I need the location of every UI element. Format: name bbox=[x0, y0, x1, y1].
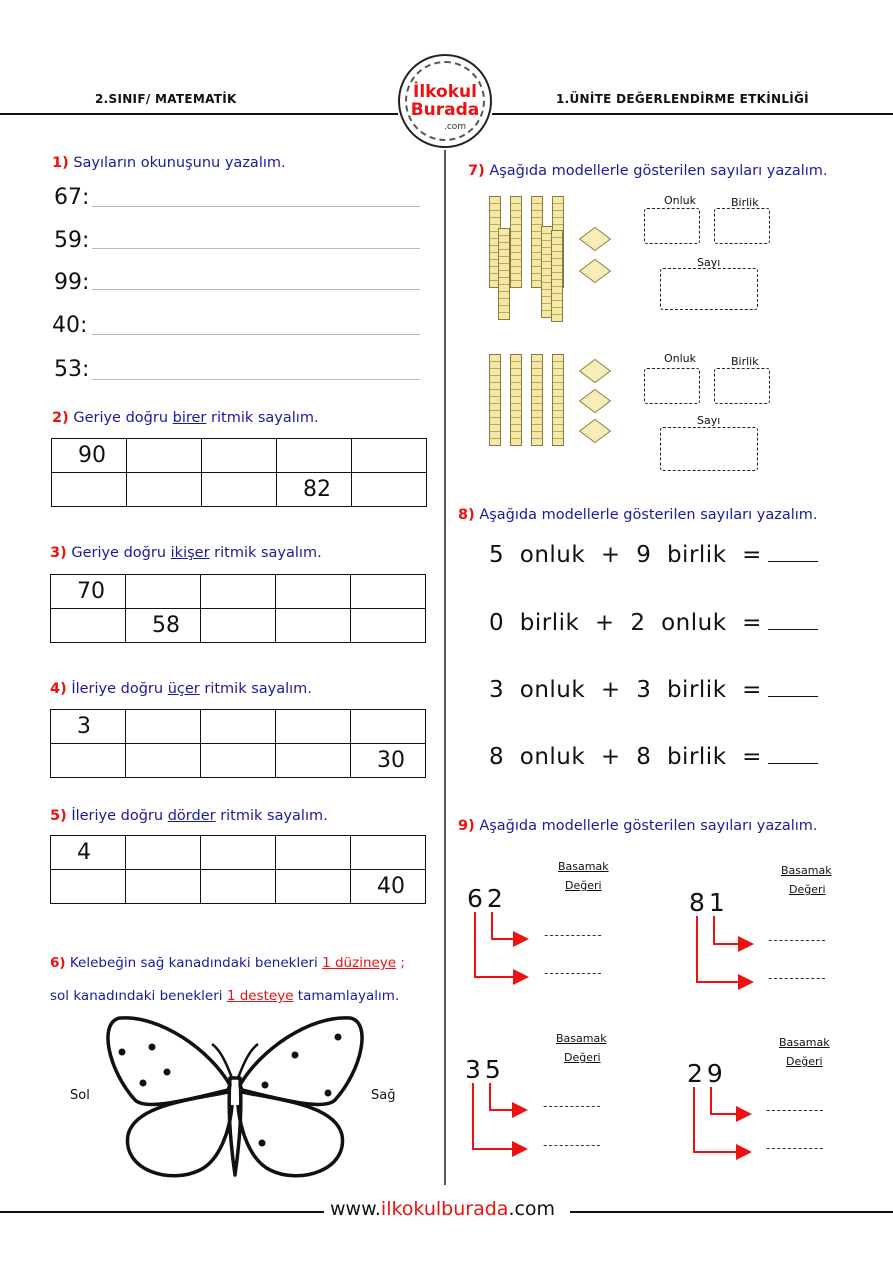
q3-number: 3) bbox=[50, 545, 67, 561]
arrow bbox=[473, 1083, 524, 1149]
q9-head-basamak: Basamak bbox=[556, 1032, 607, 1045]
arrow bbox=[492, 912, 525, 939]
q4-cell[interactable]: 3 bbox=[51, 710, 126, 744]
arrow bbox=[490, 1083, 524, 1110]
q6-line2-key: 1 desteye bbox=[226, 988, 294, 1004]
q6-line2-post: tamamlayalım. bbox=[297, 988, 400, 1004]
q3-cell[interactable]: 70 bbox=[51, 575, 126, 609]
q5-cell[interactable]: 4 bbox=[51, 836, 126, 870]
q8-equation-text: 5 onluk + 9 birlik = bbox=[489, 542, 762, 568]
q4-pre: İleriye doğru bbox=[71, 681, 164, 697]
q9-head-basamak: Basamak bbox=[558, 860, 609, 873]
q9-answer-line[interactable]: ----------- bbox=[543, 1099, 602, 1113]
footer-www: www. bbox=[330, 1198, 381, 1220]
q4-number: 4) bbox=[50, 681, 67, 697]
q6-line1-key: 1 düzineye bbox=[322, 955, 397, 971]
q6-line1-post: ; bbox=[400, 955, 405, 971]
q7-text: Aşağıda modellerle gösterilen sayıları yazalım. bbox=[489, 163, 828, 179]
q8-text: Aşağıda modellerle gösterilen sayıları yazalım. bbox=[479, 507, 818, 523]
q7-birlik-label-1: Birlik bbox=[731, 196, 759, 209]
q3-key: ikişer bbox=[170, 545, 210, 561]
logo-word-ilkokul: İlkokul bbox=[413, 82, 477, 102]
q9-number: 9) bbox=[458, 818, 475, 834]
header-right-title: 1.ÜNİTE DEĞERLENDİRME ETKİNLİĞİ bbox=[556, 92, 809, 106]
q8-equation-text: 8 onluk + 8 birlik = bbox=[489, 744, 762, 770]
q9-number-81: 81 bbox=[689, 888, 729, 917]
header-left-title: 2.SINIF/ MATEMATİK bbox=[95, 92, 237, 106]
q5-post: ritmik sayalım. bbox=[220, 808, 328, 824]
q1-item-3: 40: bbox=[52, 313, 88, 338]
q8-number: 8) bbox=[458, 507, 475, 523]
q2-post: ritmik sayalım. bbox=[211, 410, 319, 426]
q6-line2-pre: sol kanadındaki benekleri bbox=[50, 988, 223, 1004]
q1-item-2: 99: bbox=[54, 270, 90, 295]
q9-number-35: 35 bbox=[465, 1055, 505, 1084]
q2-cell[interactable]: 90 bbox=[52, 439, 127, 473]
arrow bbox=[694, 1087, 748, 1152]
q9-answer-line[interactable]: ----------- bbox=[766, 1141, 825, 1155]
footer-line-left bbox=[0, 1211, 324, 1213]
q7-onluk-label-2: Onluk bbox=[664, 352, 697, 365]
q9-answer-line[interactable]: ----------- bbox=[543, 1138, 602, 1152]
arrow bbox=[475, 912, 525, 977]
q1-text: Sayıların okunuşunu yazalım. bbox=[73, 155, 286, 171]
q4-post: ritmik sayalım. bbox=[204, 681, 312, 697]
q5-number: 5) bbox=[50, 808, 67, 824]
footer-line-right bbox=[570, 1211, 893, 1213]
q3-cell[interactable]: 58 bbox=[126, 609, 201, 643]
q7-birlik-label-2: Birlik bbox=[731, 355, 759, 368]
q6-left-label: Sol bbox=[70, 1088, 90, 1103]
q9-answer-line[interactable]: ----------- bbox=[544, 928, 603, 942]
footer-website[interactable] bbox=[330, 1198, 555, 1220]
q7-sayi-label-2: Sayı bbox=[697, 414, 721, 427]
q4-cell[interactable]: 30 bbox=[351, 744, 426, 778]
q2-cell[interactable]: 82 bbox=[277, 473, 352, 507]
q9-head-basamak: Basamak bbox=[781, 864, 832, 877]
footer-tld: .com bbox=[508, 1198, 556, 1220]
footer-site-name: ilkokulburada bbox=[380, 1198, 509, 1220]
q2-pre: Geriye doğru bbox=[73, 410, 169, 426]
q2-number: 2) bbox=[52, 410, 69, 426]
q3-pre: Geriye doğru bbox=[71, 545, 167, 561]
q7-sayi-label-1: Sayı bbox=[697, 256, 721, 269]
q2-key: birer bbox=[172, 410, 207, 426]
q9-answer-line[interactable]: ----------- bbox=[766, 1103, 825, 1117]
q8-equation-text: 3 onluk + 3 birlik = bbox=[489, 677, 762, 703]
q9-head-degeri: Değeri bbox=[565, 879, 602, 892]
q8-equation-text: 0 birlik + 2 onluk = bbox=[489, 610, 762, 636]
arrow bbox=[714, 916, 750, 944]
q1-item-4: 53: bbox=[54, 357, 90, 382]
q5-key: dörder bbox=[167, 808, 216, 824]
q6-number: 6) bbox=[50, 955, 66, 971]
q9-number-62: 62 bbox=[467, 884, 507, 913]
q4-key: üçer bbox=[167, 681, 200, 697]
arrow bbox=[697, 916, 750, 982]
logo-domain: .com bbox=[444, 122, 467, 132]
q1-item-0: 67: bbox=[54, 185, 90, 210]
q9-head-degeri: Değeri bbox=[786, 1055, 823, 1068]
q6-line1-pre: Kelebeğin sağ kanadındaki benekleri bbox=[69, 955, 318, 971]
q7-onluk-label-1: Onluk bbox=[664, 194, 697, 207]
logo-word-burada: Burada bbox=[410, 100, 480, 120]
q5-pre: İleriye doğru bbox=[71, 808, 164, 824]
q9-head-basamak: Basamak bbox=[779, 1036, 830, 1049]
q1-number: 1) bbox=[52, 155, 69, 171]
q5-cell[interactable]: 40 bbox=[351, 870, 426, 904]
q9-answer-line[interactable]: ----------- bbox=[768, 971, 827, 985]
q3-post: ritmik sayalım. bbox=[214, 545, 322, 561]
q6-right-label: Sağ bbox=[371, 1088, 396, 1103]
q9-answer-line[interactable]: ----------- bbox=[544, 966, 603, 980]
arrow bbox=[711, 1087, 748, 1114]
q1-item-1: 59: bbox=[54, 228, 90, 253]
q7-number: 7) bbox=[468, 163, 485, 179]
q9-head-degeri: Değeri bbox=[564, 1051, 601, 1064]
q9-answer-line[interactable]: ----------- bbox=[768, 933, 827, 947]
q9-head-degeri: Değeri bbox=[789, 883, 826, 896]
q9-text: Aşağıda modellerle gösterilen sayıları yazalım. bbox=[479, 818, 818, 834]
q9-number-29: 29 bbox=[687, 1059, 727, 1088]
